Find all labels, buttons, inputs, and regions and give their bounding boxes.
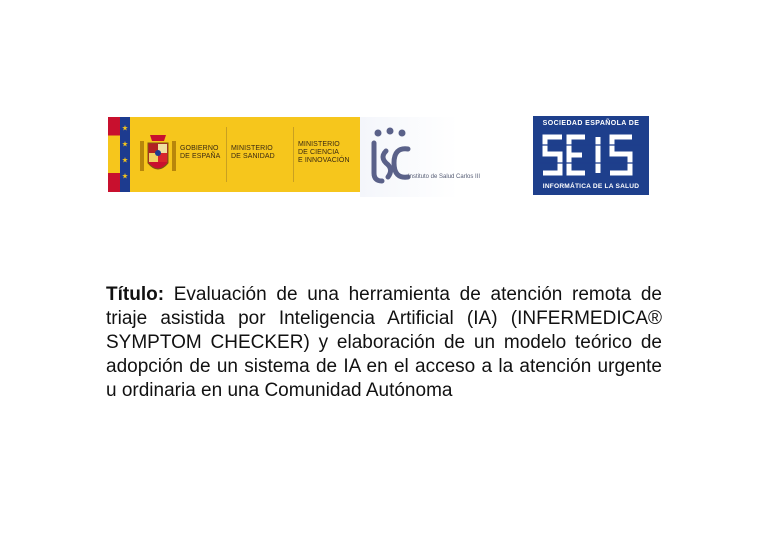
divider bbox=[293, 127, 294, 182]
seis-logo bbox=[533, 116, 649, 195]
gobierno-label: GOBIERNO DE ESPAÑA bbox=[180, 145, 221, 160]
document-title bbox=[106, 283, 662, 403]
isciii-logo bbox=[360, 117, 500, 197]
title-label: Título: bbox=[106, 284, 174, 305]
eu-star-icon bbox=[122, 141, 128, 147]
eu-star-icon bbox=[122, 157, 128, 163]
spain-flag-strip bbox=[108, 117, 120, 192]
sanidad-label: MINISTERIO DE SANIDAD bbox=[231, 145, 275, 160]
seis-top-text: SOCIEDAD ESPAÑOLA DE bbox=[542, 120, 640, 127]
eu-flag-strip bbox=[120, 117, 130, 192]
eu-star-icon bbox=[122, 173, 128, 179]
isciii-mark-icon bbox=[364, 121, 412, 191]
ciencia-label: MINISTERIO DE CIENCIA E INNOVACIÓN bbox=[298, 141, 350, 164]
title-text: Evaluación de una herramienta de atención remota de triaje asistida por Inteligencia Artificial (IA) (INFERMEDICA® SYMPTOM CHECKER) y elaboración de un modelo teórico de adopción de un sistema de IA en el acceso a la atención urgente u ordinaria en una Comunidad Autónoma bbox=[106, 284, 663, 401]
seis-letters-icon bbox=[540, 131, 642, 179]
isciii-label: Instituto de Salud Carlos III bbox=[408, 174, 481, 180]
divider bbox=[226, 127, 227, 182]
government-ministries-logo bbox=[108, 117, 360, 192]
eu-star-icon bbox=[122, 125, 128, 131]
seis-bottom-text: INFORMÁTICA DE LA SALUD bbox=[542, 183, 640, 190]
coat-of-arms-icon bbox=[138, 131, 178, 179]
